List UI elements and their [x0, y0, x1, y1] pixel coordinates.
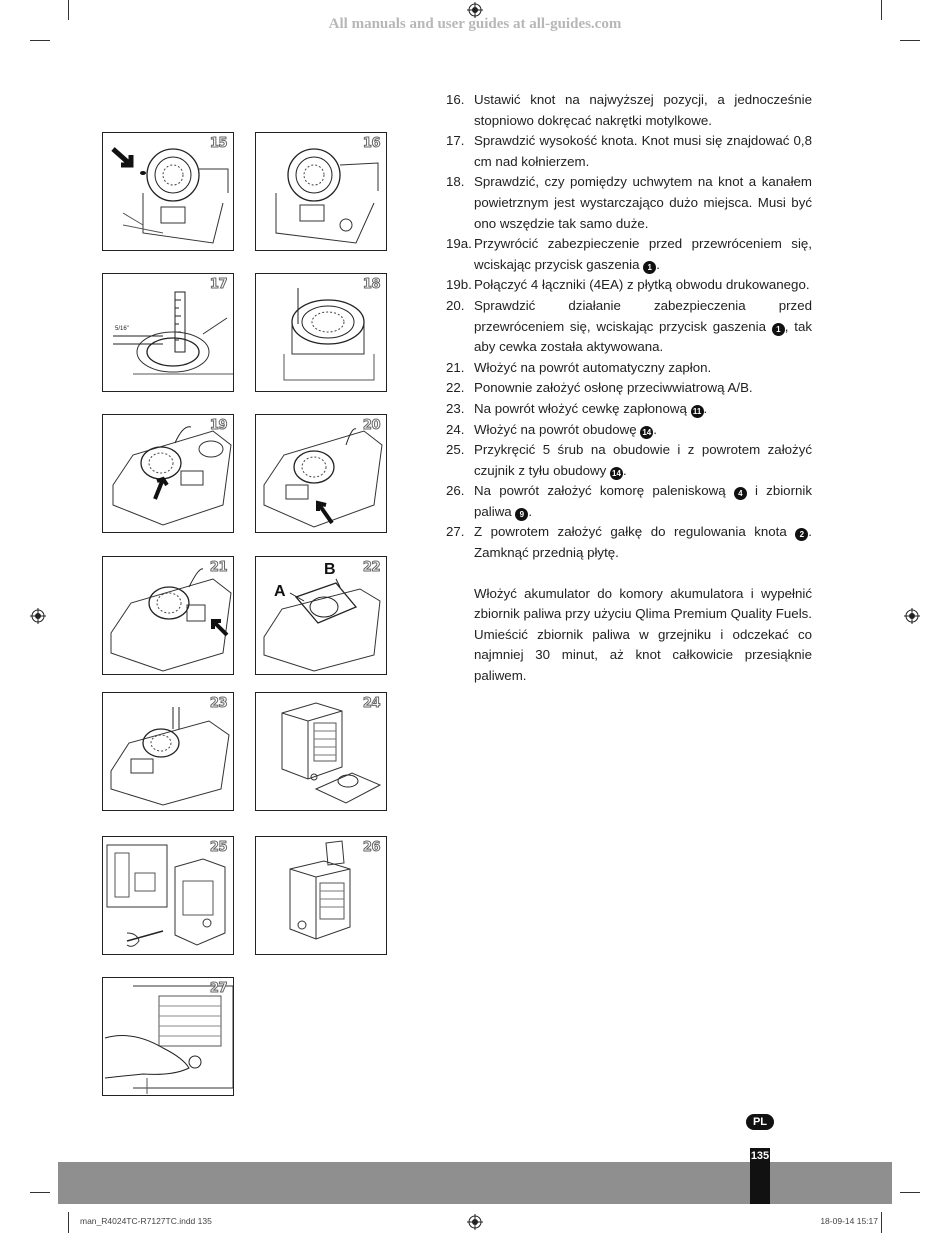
step-23 — [446, 399, 812, 420]
step-18 — [446, 172, 812, 234]
registration-mark-icon — [30, 608, 46, 624]
step-text-after: . — [656, 256, 660, 272]
step-number: 21. — [446, 359, 465, 375]
language-badge: PL — [746, 1114, 774, 1130]
watermark: All manuals and user guides at all-guides.com — [328, 16, 622, 32]
part-number-icon: 1 — [643, 261, 656, 274]
figure-18 — [255, 273, 387, 392]
figure-25 — [102, 836, 234, 955]
step-25 — [446, 440, 812, 481]
step-text-after: i zbiornik paliwa — [474, 483, 813, 519]
figure-number: 17 — [209, 277, 227, 292]
measurement-callout: 5/16" — [115, 326, 129, 332]
step-number: 23. — [446, 400, 465, 416]
step-24 — [446, 420, 812, 441]
step-text-after: . — [528, 503, 533, 519]
instruction-list — [446, 90, 812, 687]
step-number: 18. — [446, 174, 465, 190]
step-16 — [446, 90, 812, 131]
figure-number: 26 — [362, 840, 380, 855]
step-body — [474, 296, 812, 358]
step-text: Przykręcić 5 śrub na obudowie i z powrotem założyć czujnik z tyłu obudowy — [474, 442, 812, 478]
part-number-icon: 9 — [515, 508, 528, 521]
step-text: Włożyć na powrót obudowę — [474, 421, 641, 437]
figure-26 — [255, 836, 387, 955]
figure-21 — [102, 556, 234, 675]
step-body — [474, 440, 812, 481]
label-b: B — [324, 561, 336, 578]
footer-date: 18-09-14 15:17 — [820, 1216, 878, 1226]
figure-number: 25 — [209, 840, 227, 855]
final-paragraph: Włożyć akumulator do komory akumulatora i wypełnić zbiornik paliwa przy użyciu Qlima Premium Quality Fuels. Umieścić zbiornik paliwa w grzejniku i odczekać co najmniej 30 minut, aż knot całkowicie przesiąknie paliwem. — [474, 585, 812, 684]
part-number-icon: 4 — [734, 487, 747, 500]
step-text-after: . Zamknąć przednią płytę. — [474, 524, 812, 561]
step-body — [474, 481, 812, 522]
step-number: 25. — [446, 442, 465, 458]
figure-number: 16 — [362, 136, 380, 151]
step-text-after: , tak aby cewka została aktywowana. — [474, 318, 812, 355]
step-number: 17. — [446, 133, 465, 149]
step-22 — [446, 378, 812, 399]
crop-mark — [900, 40, 920, 41]
figure-number: 15 — [209, 136, 227, 151]
crop-mark — [881, 1212, 882, 1233]
part-number-icon: 2 — [795, 528, 808, 541]
figure-number: 21 — [209, 560, 227, 575]
part-number-icon: 14 — [610, 467, 623, 480]
step-number: 19a. — [446, 236, 472, 252]
figure-27 — [102, 977, 234, 1096]
figure-16 — [255, 132, 387, 251]
figure-20 — [255, 414, 387, 533]
figure-number: 18 — [362, 277, 380, 292]
step-number: 26. — [446, 483, 465, 499]
part-number-icon: 14 — [640, 426, 653, 439]
step-19b — [446, 275, 812, 296]
crop-mark — [30, 1192, 50, 1193]
step-number: 20. — [446, 297, 465, 313]
figure-23 — [102, 692, 234, 811]
step-text: Na powrót włożyć cewkę zapłonową — [474, 400, 691, 416]
figure-24 — [255, 692, 387, 811]
step-text: Ponownie założyć osłonę przeciwwiatrową A/B. — [474, 380, 753, 396]
step-26 — [446, 481, 812, 522]
step-number: 27. — [446, 524, 465, 540]
step-17 — [446, 131, 812, 172]
crop-mark — [900, 1192, 920, 1193]
step-text: Z powrotem założyć gałkę do regulowania knota — [474, 524, 796, 540]
step-27 — [446, 522, 812, 563]
step-text: Na powrót założyć komorę paleniskową — [474, 483, 734, 499]
label-a: A — [274, 583, 286, 600]
step-text: Włożyć na powrót automatyczny zapłon. — [474, 359, 712, 375]
part-number-icon: 1 — [772, 323, 785, 336]
step-body — [474, 399, 812, 420]
step-number: 16. — [446, 92, 465, 107]
figure-number: 23 — [209, 696, 227, 711]
step-body — [474, 420, 812, 441]
registration-mark-icon — [467, 1214, 483, 1230]
crop-mark — [68, 0, 69, 20]
step-text: Ustawić knot na najwyższej pozycji, a jednocześnie stopniowo dokręcać nakrętki motylkowe. — [474, 92, 812, 128]
figure-number: 22 — [362, 560, 380, 575]
step-19a — [446, 234, 812, 275]
step-body — [474, 522, 812, 563]
step-text: Przywrócić zabezpieczenie przed przewróceniem się, wciskając przycisk gaszenia — [474, 236, 812, 272]
figure-number: 20 — [362, 418, 380, 433]
figure-number: 27 — [209, 981, 227, 996]
footer-file: man_R4024TC-R7127TC.indd 135 — [80, 1216, 212, 1226]
step-20 — [446, 296, 812, 358]
crop-mark — [68, 1212, 69, 1233]
registration-mark-icon — [904, 608, 920, 624]
crop-mark — [30, 40, 50, 41]
figure-number: 24 — [362, 696, 380, 711]
step-number: 24. — [446, 421, 465, 437]
page-number: 135 — [750, 1148, 770, 1204]
registration-mark-icon — [467, 2, 483, 18]
part-number-icon: 11 — [691, 405, 704, 418]
step-number: 19b. — [446, 277, 472, 293]
step-number: 22. — [446, 380, 465, 396]
step-body — [474, 234, 812, 275]
figure-15 — [102, 132, 234, 251]
step-text: Sprawdzić, czy pomiędzy uchwytem na knot a kanałem powietrznym jest wystarczająco dużo miejsca. Musi być ono wszędzie tak samo duże. — [474, 174, 812, 231]
figure-22 — [255, 556, 387, 675]
step-text-after: . — [703, 400, 708, 416]
figure-19 — [102, 414, 234, 533]
step-text: Sprawdzić wysokość knota. Knot musi się znajdować 0,8 cm nad kołnierzem. — [474, 133, 812, 169]
step-text: Połączyć 4 łączniki (4EA) z płytką obwodu drukowanego. — [474, 277, 810, 293]
step-21 — [446, 358, 812, 379]
crop-mark — [881, 0, 882, 20]
figure-17 — [102, 273, 234, 392]
step-text: Sprawdzić działanie zabezpieczenia przed przewróceniem się, wciskając przycisk gaszenia — [474, 297, 812, 334]
step-text-after: . — [623, 462, 627, 478]
figure-number: 19 — [209, 418, 227, 433]
step-text-after: . — [653, 421, 657, 437]
